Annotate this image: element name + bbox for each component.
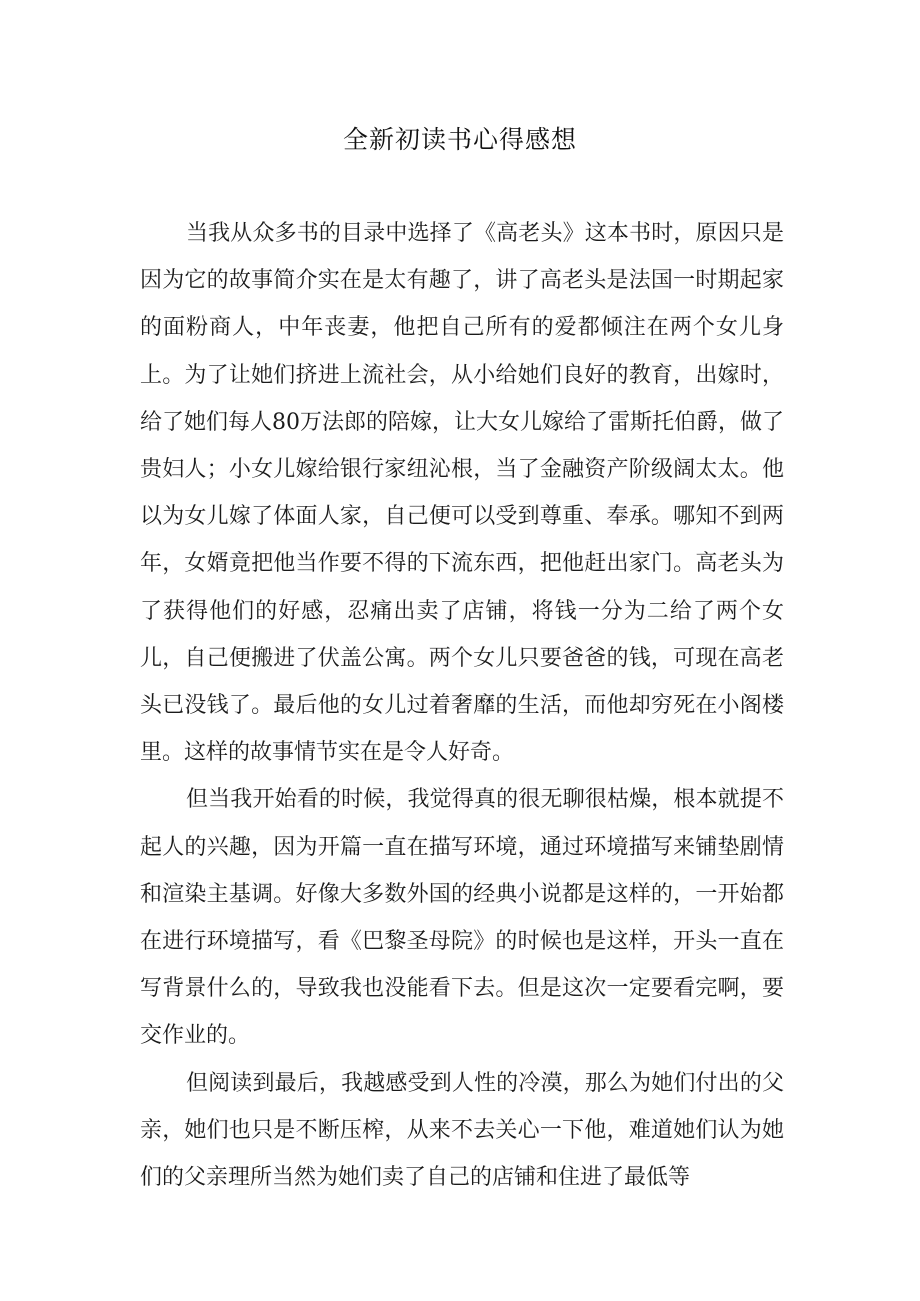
paragraph-2: 但当我开始看的时候，我觉得真的很无聊很枯燥，根本就提不起人的兴趣，因为开篇一直在描写环境，通过环境描写来铺垫剧情和渲染主基调。好像大多数外国的经典小说都是这样的，一开始都在进行环境描写，看《巴黎圣母院》的时候也是这样，开头一直在写背景什么的，导致我也没能看下去。但是这次一定要看完啊，要交作业的。	[140, 787, 784, 1049]
paragraph-1: 当我从众多书的目录中选择了《高老头》这本书时，原因只是因为它的故事简介实在是太有趣了，讲了高老头是法国一时期起家的面粉商人，中年丧妻，他把自己所有的爱都倾注在两个女儿身上。为了让她们挤进上流社会，从小给她们良好的教育，出嫁时，给了她们每人80万法郎的陪嫁，让大女儿嫁给了雷斯托伯爵，做了贵妇人；小女儿嫁给银行家纽沁根，当了金融资产阶级阔太太。他以为女儿嫁了体面人家，自己便可以受到尊重、奉承。哪知不到两年，女婿竟把他当作要不得的下流东西，把他赶出家门。高老头为了获得他们的好感，忍痛出卖了店铺，将钱一分为二给了两个女儿，自己便搬进了伏盖公寓。两个女儿只要爸爸的钱，可现在高老头已没钱了。最后他的女儿过着奢靡的生活，而他却穷死在小阁楼里。这样的故事情节实在是令人好奇。	[140, 221, 784, 766]
paragraph-3: 但阅读到最后，我越感受到人性的冷漠，那么为她们付出的父亲，她们也只是不断压榨，从来不去关心一下他，难道她们认为她们的父亲理所当然为她们卖了自己的店铺和住进了最低等	[140, 1070, 784, 1191]
document-body	[140, 210, 784, 1201]
document-title: 全新初读书心得感想	[342, 125, 577, 154]
